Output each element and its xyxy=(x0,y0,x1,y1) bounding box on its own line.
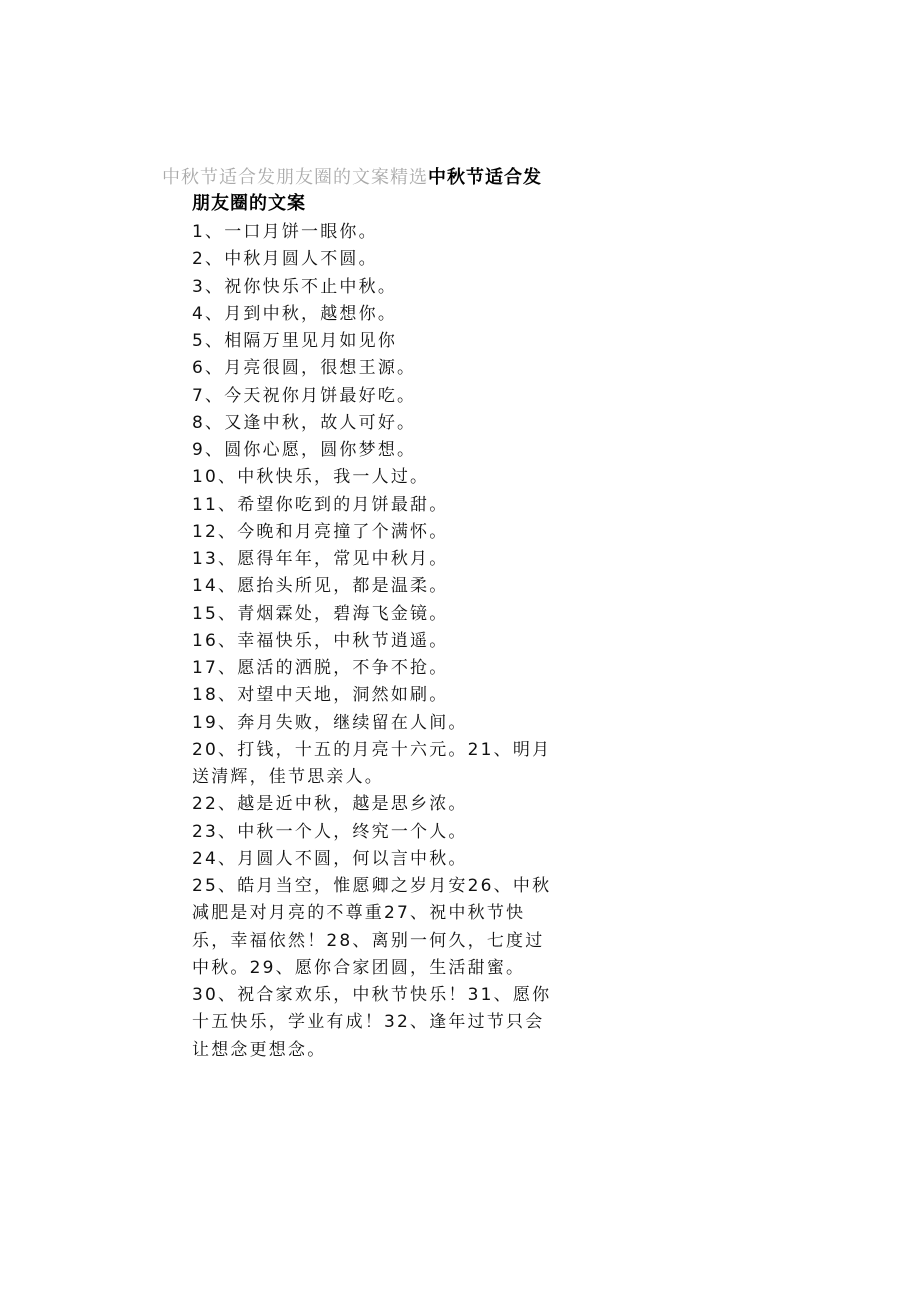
caption-line: 5、相隔万里见月如见你 xyxy=(192,331,398,351)
caption-line: 25、皓月当空，惟愿卿之岁月安26、中秋 xyxy=(192,876,552,896)
caption-line: 13、愿得年年，常见中秋月。 xyxy=(192,549,449,569)
caption-line: 23、中秋一个人，终究一个人。 xyxy=(192,821,468,842)
caption-line: 15、青烟霖处，碧海飞金镜。 xyxy=(192,603,449,624)
caption-line: 20、打钱，十五的月亮十六元。21、明月 xyxy=(192,739,552,760)
caption-line: 24、月圆人不圆，何以言中秋。 xyxy=(192,848,468,869)
caption-line: 11、希望你吃到的月饼最甜。 xyxy=(192,494,449,515)
caption-line: 14、愿抬头所见，都是温柔。 xyxy=(192,576,449,597)
caption-line: 6、月亮很圆，很想王源。 xyxy=(192,358,417,379)
caption-line: 中秋。29、愿你合家团圆，生活甜蜜。 xyxy=(192,957,526,978)
caption-line: 19、奔月失败，继续留在人间。 xyxy=(192,712,468,733)
caption-line: 7、今天祝你月饼最好吃。 xyxy=(192,385,417,406)
caption-line: 9、圆你心愿，圆你梦想。 xyxy=(192,440,417,460)
caption-line: 2、中秋月圆人不圆。 xyxy=(192,249,378,270)
caption-line: 4、月到中秋，越想你。 xyxy=(192,303,398,324)
caption-line: 十五快乐，学业有成！32、逢年过节只会 xyxy=(192,1012,545,1033)
caption-line: 30、祝合家欢乐，中秋节快乐！31、愿你 xyxy=(192,985,552,1005)
caption-line: 1、一口月饼一眼你。 xyxy=(192,222,378,242)
title-bold-continuation: 朋友圈的文案 xyxy=(192,193,306,214)
caption-line: 16、幸福快乐，中秋节逍遥。 xyxy=(192,630,449,651)
caption-line: 10、中秋快乐，我一人过。 xyxy=(192,467,430,488)
caption-line: 减肥是对月亮的不尊重27、祝中秋节快 xyxy=(192,903,526,924)
caption-line: 22、越是近中秋，越是思乡浓。 xyxy=(192,794,468,815)
caption-line: 乐，幸福依然！28、离别一何久，七度过 xyxy=(192,930,545,951)
caption-line: 让想念更想念。 xyxy=(192,1039,327,1060)
caption-line: 送清辉，佳节思亲人。 xyxy=(192,767,384,787)
caption-line: 17、愿活的洒脱，不争不抢。 xyxy=(192,658,449,678)
document-title xyxy=(162,164,582,192)
title-gray-text: 中秋节适合发朋友圈的文案精选 xyxy=(162,167,428,188)
caption-line: 12、今晚和月亮撞了个满怀。 xyxy=(192,521,449,542)
caption-list xyxy=(192,219,572,1064)
caption-line: 18、对望中天地，洞然如刷。 xyxy=(192,685,449,706)
title-bold-text: 中秋节适合发 xyxy=(428,167,542,188)
caption-line: 8、又逢中秋，故人可好。 xyxy=(192,412,417,433)
caption-line: 3、祝你快乐不止中秋。 xyxy=(192,276,398,297)
